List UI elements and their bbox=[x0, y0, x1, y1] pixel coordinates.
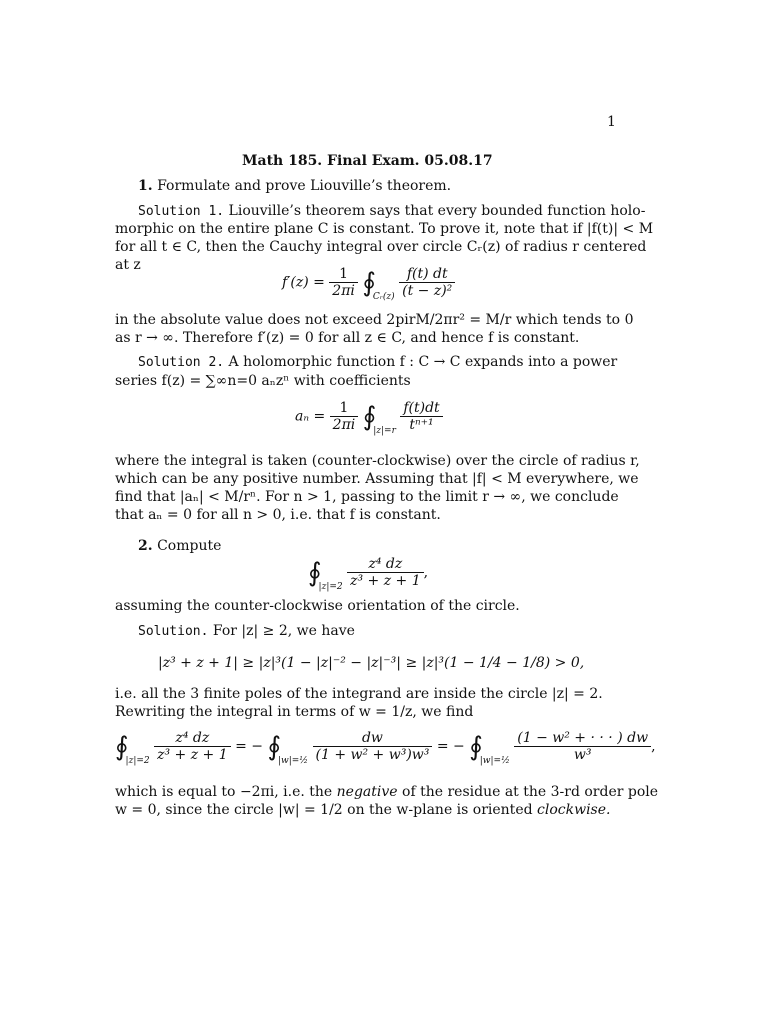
problem-2 bbox=[138, 537, 221, 555]
formula-coefficient: $\frac{1}{2\pi i}$ bbox=[329, 266, 358, 299]
solution-1-line-4: at z bbox=[115, 257, 141, 273]
formula-lhs: f′(z) = bbox=[282, 274, 325, 291]
problem-2-number: 2. bbox=[138, 538, 153, 554]
solution-2-line-1 bbox=[138, 353, 617, 372]
solution-2-after-2: which can be any positive number. Assuming that |f| < M everywhere, we bbox=[115, 471, 639, 487]
solution-1-text: Liouville’s theorem says that every bounded function holo- bbox=[228, 203, 646, 219]
solution-2-after-1: where the integral is taken (counter-clockwise) over the circle of radius r, bbox=[115, 453, 640, 469]
final-line-2 bbox=[115, 801, 610, 819]
final-line-1 bbox=[115, 783, 658, 801]
substitution-formula bbox=[115, 730, 656, 766]
exam-title: Math 185. Final Exam. 05.08.17 bbox=[242, 153, 493, 169]
contour-integral-icon: ∮ bbox=[267, 731, 281, 762]
contour-integral-icon: ∮ bbox=[115, 731, 129, 762]
problem-1 bbox=[138, 177, 451, 195]
problem-1-statement: Formulate and prove Liouville’s theorem. bbox=[157, 178, 452, 194]
problem-2-after-1: i.e. all the 3 finite poles of the integrand are inside the circle |z| = 2. bbox=[115, 686, 603, 702]
integrand: $\frac{\text{z⁴ dz}}{\text{z³ + z + 1}}$ bbox=[347, 556, 424, 589]
formula-integrand: $\frac{f(t)dt}{\text{tⁿ⁺¹}}$ bbox=[400, 400, 442, 433]
contour-integral-icon: ∮ bbox=[362, 267, 376, 298]
solution-1-line-2: morphic on the entire plane C is constant. To prove it, note that if |f(t)| < M bbox=[115, 221, 654, 237]
solution-2-after-3: find that |aₙ| < M/rⁿ. For n > 1, passing to the limit r → ∞, we conclude bbox=[115, 489, 619, 505]
cauchy-formula bbox=[282, 266, 455, 302]
final-text-clockwise: clockwise. bbox=[537, 802, 611, 818]
solution-2-line-2: series f(z) = ∑∞n=0 aₙzⁿ with coefficients bbox=[115, 373, 411, 389]
inequality-formula: |z³ + z + 1| ≥ |z|³(1 − |z|⁻² − |z|⁻³| ≥ |z|³(1 − 1/4 − 1/8) > 0, bbox=[158, 655, 585, 671]
problem-2-solution-label: Solution. bbox=[138, 624, 209, 639]
final-text-2a: w = 0, since the circle |w| = 1/2 on the w-plane is oriented bbox=[115, 802, 533, 818]
solution-1-after-2: as r → ∞. Therefore f′(z) = 0 for all z ∈ C, and hence f is constant. bbox=[115, 330, 580, 346]
equals-minus-1: = − bbox=[235, 738, 263, 755]
integral-limit-2: |w|=½ bbox=[278, 755, 309, 766]
solution-1-after-1: in the absolute value does not exceed 2pirM/2πr² = M/r which tends to 0 bbox=[115, 312, 634, 328]
solution-2-after-4: that aₙ = 0 for all n > 0, i.e. that f is constant. bbox=[115, 507, 441, 523]
integrand-2: $\frac{dw}{\text{(1 + w² + w³)w³}}$ bbox=[313, 730, 433, 763]
problem-2-after-2: Rewriting the integral in terms of w = 1/z, we find bbox=[115, 704, 474, 720]
problem-1-number: 1. bbox=[138, 178, 153, 194]
integral-limit-1: |z|=2 bbox=[125, 755, 150, 766]
equals-minus-2: = − bbox=[436, 738, 465, 755]
page-number: 1 bbox=[607, 114, 616, 130]
integral-comma: , bbox=[423, 564, 429, 581]
solution-1-line-1 bbox=[138, 202, 645, 221]
integral-limit-3: |w|=½ bbox=[479, 755, 510, 766]
integrand-1: $\frac{\text{z⁴ dz}}{\text{z³ + z + 1}}$ bbox=[154, 730, 231, 763]
formula-coefficient: $\frac{1}{2\pi i}$ bbox=[330, 400, 359, 433]
problem-2-solution-text: For |z| ≥ 2, we have bbox=[212, 623, 355, 639]
integral-limit: Cᵣ(z) bbox=[372, 291, 395, 302]
solution-1-line-3: for all t ∈ C, then the Cauchy integral over circle Cᵣ(z) of radius r centered bbox=[115, 239, 647, 255]
integral-limit: |z|=2 bbox=[318, 581, 343, 592]
solution-2-text: A holomorphic function f : C → C expands into a power bbox=[228, 354, 618, 370]
orientation-text: assuming the counter-clockwise orientation of the circle. bbox=[115, 598, 520, 614]
integrand-3: $\frac{\text{(1 − w² + · · · ) dw}}{\text{w³}}$ bbox=[514, 730, 651, 763]
final-text-1c: of the residue at the 3-rd order pole bbox=[402, 784, 659, 800]
problem-2-solution-line-1 bbox=[138, 622, 355, 641]
contour-integral-icon: ∮ bbox=[362, 401, 377, 432]
final-text-1a: which is equal to −2πi, i.e. the bbox=[115, 784, 333, 800]
contour-integral-icon: ∮ bbox=[308, 557, 322, 588]
problem-2-statement: Compute bbox=[157, 538, 222, 554]
integral-limit: |z|=r bbox=[373, 425, 396, 436]
formula-lhs: aₙ = bbox=[295, 408, 326, 425]
final-text-negative: negative bbox=[336, 784, 398, 800]
problem-2-integral bbox=[308, 556, 428, 592]
formula-integrand: $\frac{f(t) dt}{\text{(t − z)²}}$ bbox=[399, 266, 455, 299]
coefficient-formula bbox=[295, 400, 443, 436]
solution-1-label: Solution 1. bbox=[138, 204, 225, 219]
solution-2-label: Solution 2. bbox=[138, 355, 225, 370]
formula-comma: , bbox=[651, 738, 656, 755]
contour-integral-icon: ∮ bbox=[469, 731, 483, 762]
